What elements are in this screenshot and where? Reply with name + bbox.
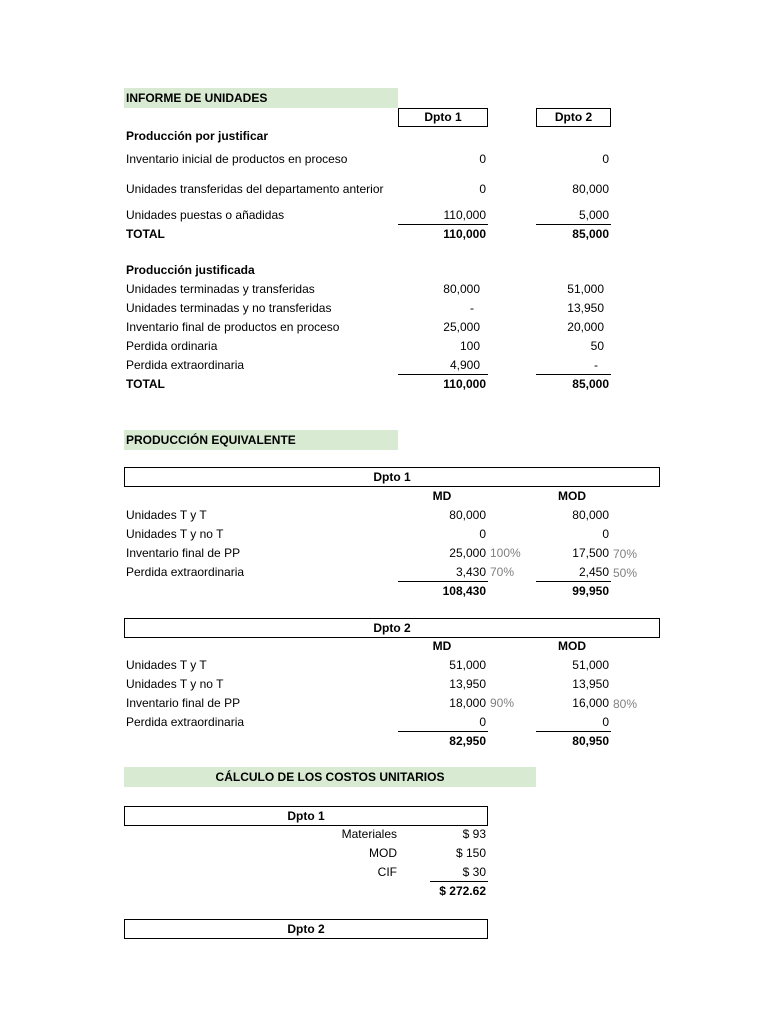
row-label: Unidades T y no T [126, 677, 224, 691]
row-label: Perdida extraordinaria [126, 715, 245, 729]
dept2-value: 80,000 [572, 182, 609, 196]
dept2-value: 5,000 [578, 208, 609, 222]
row-label: Unidades T y T [126, 508, 207, 522]
dept1-value: - [470, 301, 474, 315]
cost-total-rule [430, 881, 488, 882]
mod-value: 51,000 [572, 658, 609, 672]
mod-total-rule [536, 581, 611, 582]
dept1-total-rule [398, 224, 488, 225]
dept1-value: 25,000 [443, 320, 480, 334]
dept2-total: 85,000 [572, 377, 609, 391]
md-percent: 70% [490, 565, 515, 579]
row-label: Perdida ordinaria [126, 339, 218, 353]
unit-costs-title: CÁLCULO DE LOS COSTOS UNITARIOS [215, 770, 445, 784]
mod-total: 99,950 [572, 584, 609, 598]
dept2-value: 50 [590, 339, 604, 353]
mod-total-rule [536, 731, 611, 732]
to-account-heading: Producción por justificar [126, 129, 269, 143]
eq-dept1-header: Dpto 1 [124, 467, 660, 487]
dept1-total: 110,000 [443, 377, 486, 391]
md-value: 80,000 [449, 508, 486, 522]
dept2-value: 0 [602, 152, 609, 166]
md-value: 13,950 [449, 677, 486, 691]
dept2-total-rule [536, 224, 611, 225]
dept2-value: 51,000 [567, 282, 604, 296]
col-mod-header: MOD [558, 489, 586, 503]
units-report-title: INFORME DE UNIDADES [126, 91, 268, 105]
row-label: Inventario final de productos en proceso [126, 320, 340, 334]
total-label: TOTAL [126, 227, 165, 241]
row-label: Inventario final de PP [126, 546, 241, 560]
cost-label: CIF [377, 865, 397, 879]
total-label: TOTAL [126, 377, 165, 391]
dept2-total-rule [536, 374, 611, 375]
col-mod-header: MOD [558, 639, 586, 653]
md-value: 0 [479, 715, 486, 729]
mod-value: 0 [602, 527, 609, 541]
md-value: 25,000 [449, 546, 486, 560]
dept2-header-cell: Dpto 2 [536, 108, 611, 127]
row-label: Perdida extraordinaria [126, 565, 245, 579]
row-label: Unidades transferidas del departamento anterior [126, 182, 384, 196]
md-total: 108,430 [442, 584, 486, 598]
accounted-heading: Producción justificada [126, 263, 255, 277]
mod-value: 16,000 [572, 696, 609, 710]
dept2-total: 85,000 [572, 227, 609, 241]
eq-dept2-header: Dpto 2 [124, 618, 660, 638]
row-label: Inventario final de PP [126, 696, 241, 710]
mod-value: 0 [602, 715, 609, 729]
mod-percent: 80% [613, 697, 638, 711]
cost-total: $ 272.62 [439, 884, 486, 898]
cost-label: MOD [369, 846, 397, 860]
dept2-value: - [594, 358, 598, 372]
dept2-value: 20,000 [567, 320, 604, 334]
mod-percent: 70% [613, 547, 638, 561]
dept2-value: 13,950 [567, 301, 604, 315]
mod-value: 17,500 [572, 546, 609, 560]
mod-total: 80,950 [572, 734, 609, 748]
md-value: 0 [479, 527, 486, 541]
dept1-total: 110,000 [443, 227, 486, 241]
md-percent: 90% [490, 696, 515, 710]
col-md-header: MD [432, 639, 452, 653]
row-label: Inventario inicial de productos en proceso [126, 152, 348, 166]
row-label: Unidades T y T [126, 658, 207, 672]
md-value: 3,430 [455, 565, 486, 579]
md-value: 51,000 [449, 658, 486, 672]
cost-dept1-header: Dpto 1 [124, 806, 488, 826]
md-percent: 100% [490, 546, 521, 560]
cost-value: $ 93 [462, 827, 486, 841]
row-label: Unidades T y no T [126, 527, 224, 541]
cost-value: $ 30 [462, 865, 486, 879]
md-total-rule [398, 581, 488, 582]
dept1-value: 0 [479, 182, 486, 196]
mod-value: 13,950 [572, 677, 609, 691]
cost-dept2-header: Dpto 2 [124, 919, 488, 939]
dept1-value: 100 [459, 339, 480, 353]
mod-value: 80,000 [572, 508, 609, 522]
equivalent-production-title: PRODUCCIÓN EQUIVALENTE [126, 433, 296, 447]
cost-label: Materiales [341, 827, 397, 841]
row-label: Unidades terminadas y transferidas [126, 282, 315, 296]
md-value: 18,000 [449, 696, 486, 710]
dept1-header-cell: Dpto 1 [398, 108, 488, 127]
mod-value: 2,450 [578, 565, 609, 579]
dept1-value: 80,000 [443, 282, 480, 296]
col-md-header: MD [432, 489, 452, 503]
row-label: Perdida extraordinaria [126, 358, 245, 372]
mod-percent: 50% [613, 566, 638, 580]
dept1-total-rule [398, 374, 488, 375]
dept1-value: 4,900 [449, 358, 480, 372]
md-total-rule [398, 731, 488, 732]
dept1-value: 0 [479, 152, 486, 166]
md-total: 82,950 [449, 734, 486, 748]
row-label: Unidades puestas o añadidas [126, 208, 285, 222]
dept1-value: 110,000 [443, 208, 486, 222]
row-label: Unidades terminadas y no transferidas [126, 301, 332, 315]
cost-value: $ 150 [455, 846, 486, 860]
